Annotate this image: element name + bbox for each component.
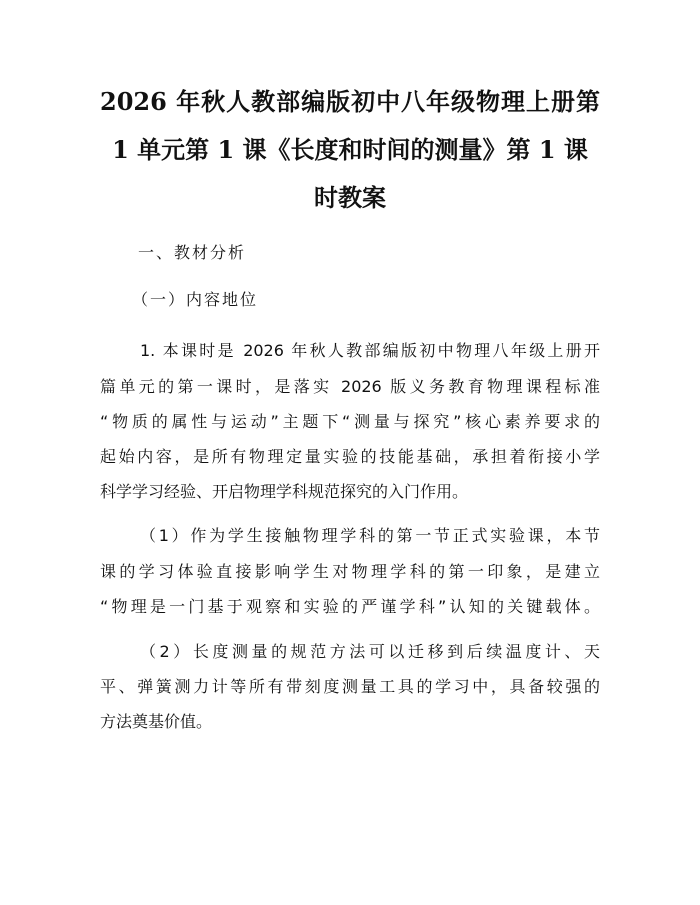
document-title-line-2: 1 单元第 1 课《长度和时间的测量》第 1 课	[112, 135, 588, 164]
paragraph-line: （1）作为学生接触物理学科的第一节正式实验课，本节	[140, 526, 600, 545]
document-title-line-3: 时教案	[314, 183, 386, 212]
paragraph-line: 1. 本课时是 2026 年秋人教部编版初中物理八年级上册开	[140, 341, 600, 360]
subsection-heading: （一）内容地位	[132, 290, 259, 309]
paragraph-line: “物质的属性与运动”主题下“测量与探究”核心素养要求的	[100, 412, 600, 431]
section-heading: 一、教材分析	[138, 243, 247, 262]
paragraph-line: （2）长度测量的规范方法可以迁移到后续温度计、天	[140, 642, 600, 661]
paragraph-line: “物理是一门基于观察和实验的严谨学科”认知的关键载体。	[100, 597, 600, 616]
paragraph-line: 起始内容，是所有物理定量实验的技能基础，承担着衔接小学	[100, 447, 600, 466]
paragraph-line: 课的学习体验直接影响学生对物理学科的第一印象，是建立	[100, 562, 600, 581]
document-title-line-1: 2026 年秋人教部编版初中八年级物理上册第	[100, 87, 600, 116]
paragraph-line: 方法奠基价值。	[100, 712, 213, 731]
paragraph-line: 科学学习经验、开启物理学科规范探究的入门作用。	[100, 482, 469, 501]
paragraph-line: 篇单元的第一课时，是落实 2026 版义务教育物理课程标准	[100, 377, 600, 396]
paragraph-line: 平、弹簧测力计等所有带刻度测量工具的学习中，具备较强的	[100, 677, 600, 696]
